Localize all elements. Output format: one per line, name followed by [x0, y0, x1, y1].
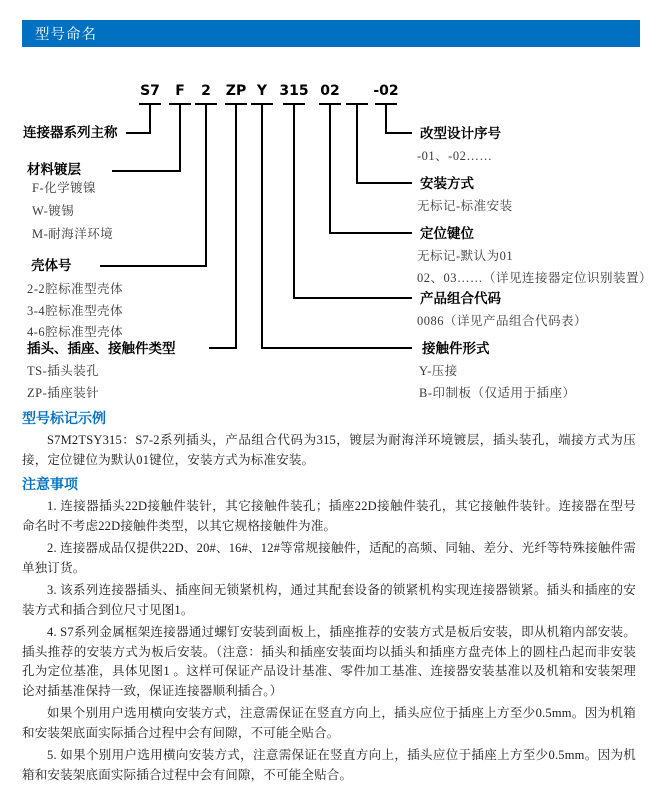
model-code-segment: 315 — [279, 83, 309, 99]
field-group-item: M-耐海洋环境 — [32, 227, 114, 241]
field-group-item: 02、03……（详见连接器定位识别装置） — [417, 271, 653, 285]
note-paragraph: 4. S7系列金属框架连接器通过螺钉安装到面板上，插座推荐的安装方式是板后安装，即从机箱内部安装。插头推荐的安装方式为板后安装。（注意：插头和插座安装面均以插头和插座方盘壳体上的圆柱凸起而非安装孔为定位基准，具体见图1 。这样可保证产品设计基准、零件加工基准、连接器安装基准以及机箱和安装架理论对插基准保持一致，保证连接器顺利插合。） — [22, 625, 636, 698]
diagram-line — [356, 103, 358, 184]
field-group-item: B-印制板（仅适用于插座） — [419, 386, 576, 400]
field-group-title-mounting: 安装方式 — [420, 176, 474, 191]
model-code-segment: ZP — [225, 83, 247, 99]
field-group-title-plating: 材料镀层 — [27, 162, 81, 177]
field-group-item: W-镀锡 — [32, 204, 75, 218]
diagram-line — [385, 103, 387, 134]
diagram-line — [385, 132, 412, 134]
diagram-line — [235, 103, 237, 349]
note-paragraph: 3. 该系列连接器插头、插座间无锁紧机构，通过其配套设备的锁紧机构实现连接器锁紧。插头和插座的安装方式和插合到位尺寸见图1。 — [22, 583, 636, 617]
diagram-line — [293, 297, 412, 299]
model-code-segment: -02 — [373, 83, 399, 99]
page-title: 型号命名 — [35, 27, 97, 43]
model-code-segment: S7 — [140, 83, 160, 99]
field-group-title-product-code: 产品组合代码 — [420, 291, 501, 306]
field-group-item: ZP-插座装针 — [27, 386, 100, 400]
note-paragraph: 如果个别用户选用横向安装方式，注意需保证在竖直方向上，插头应位于插座上方至少0.5mm。因为机箱和安装架底面实际插合过程中会有间隙，不可能全贴合。 — [22, 706, 636, 740]
field-group-title-series: 连接器系列主称 — [23, 125, 118, 140]
field-group-title-shell: 壳体号 — [31, 258, 72, 273]
notes-section-heading: 注意事项 — [22, 476, 78, 492]
diagram-line — [329, 232, 412, 234]
field-group-title-contact-form: 接触件形式 — [422, 341, 490, 356]
note-paragraph: 1. 连接器插头22D接触件装针，其它接触件装孔；插座22D接触件装孔，其它接触件装针。连接器在型号命名时不考虑22D接触件类型，以其它规格接触件为准。 — [22, 499, 636, 533]
diagram-line — [179, 103, 181, 172]
example-paragraph: S7M2TSY315：S7-2系列插头，产品组合代码为315，镀层为耐海洋环境镀层，插头装孔，端接方式为压接，定位键位为默认01键位，安装方式为标准安装。 — [22, 433, 636, 467]
field-group-item: 4-6腔标准型壳体 — [27, 325, 124, 339]
diagram-line — [329, 103, 331, 234]
field-group-item: Y-压接 — [419, 364, 458, 378]
field-group-item: 0086（详见产品组合代码表） — [417, 314, 588, 328]
diagram-line — [261, 103, 263, 349]
field-group-item: F-化学镀镍 — [32, 181, 97, 195]
field-group-item: 无标记-标准安装 — [417, 199, 513, 213]
note-paragraph: 2. 连接器成品仅提供22D、20#、16#、12#等常规接触件，适配的高频、同轴、差分、光纤等特殊接触件需单独订货。 — [22, 541, 636, 575]
field-group-title-key-position: 定位键位 — [420, 226, 474, 241]
field-group-item: 3-4腔标准型壳体 — [27, 304, 124, 318]
diagram-line — [293, 103, 295, 299]
field-group-item: TS-插头装孔 — [27, 364, 100, 378]
diagram-line — [149, 103, 151, 134]
diagram-line — [261, 347, 412, 349]
text-sections — [22, 407, 636, 788]
field-group-item: -01、-02…… — [417, 149, 493, 163]
model-code-segment: 2 — [201, 83, 211, 99]
diagram-line — [356, 182, 412, 184]
field-group-title-contact-type: 插头、插座、接触件类型 — [27, 341, 176, 356]
model-code-segment: Y — [256, 83, 268, 99]
diagram-line — [126, 132, 151, 134]
diagram-line — [112, 170, 181, 172]
diagram-line — [209, 347, 237, 349]
diagram-line — [205, 103, 207, 267]
field-group-item: 2-2腔标准型壳体 — [27, 282, 124, 296]
note-paragraph: 5. 如果个别用户选用横向安装方式，注意需保证在竖直方向上，插头应位于插座上方至少0.5mm。因为机箱和安装架底面实际插合过程中会有间隙，不可能全贴合。 — [22, 748, 636, 782]
model-code-segment: 02 — [320, 83, 340, 99]
field-group-title-mod-design: 改型设计序号 — [420, 126, 501, 141]
model-code-segment: F — [175, 83, 185, 99]
field-group-item: 无标记-默认为01 — [417, 249, 514, 263]
diagram-line — [100, 265, 207, 267]
example-section-heading: 型号标记示例 — [22, 410, 106, 426]
